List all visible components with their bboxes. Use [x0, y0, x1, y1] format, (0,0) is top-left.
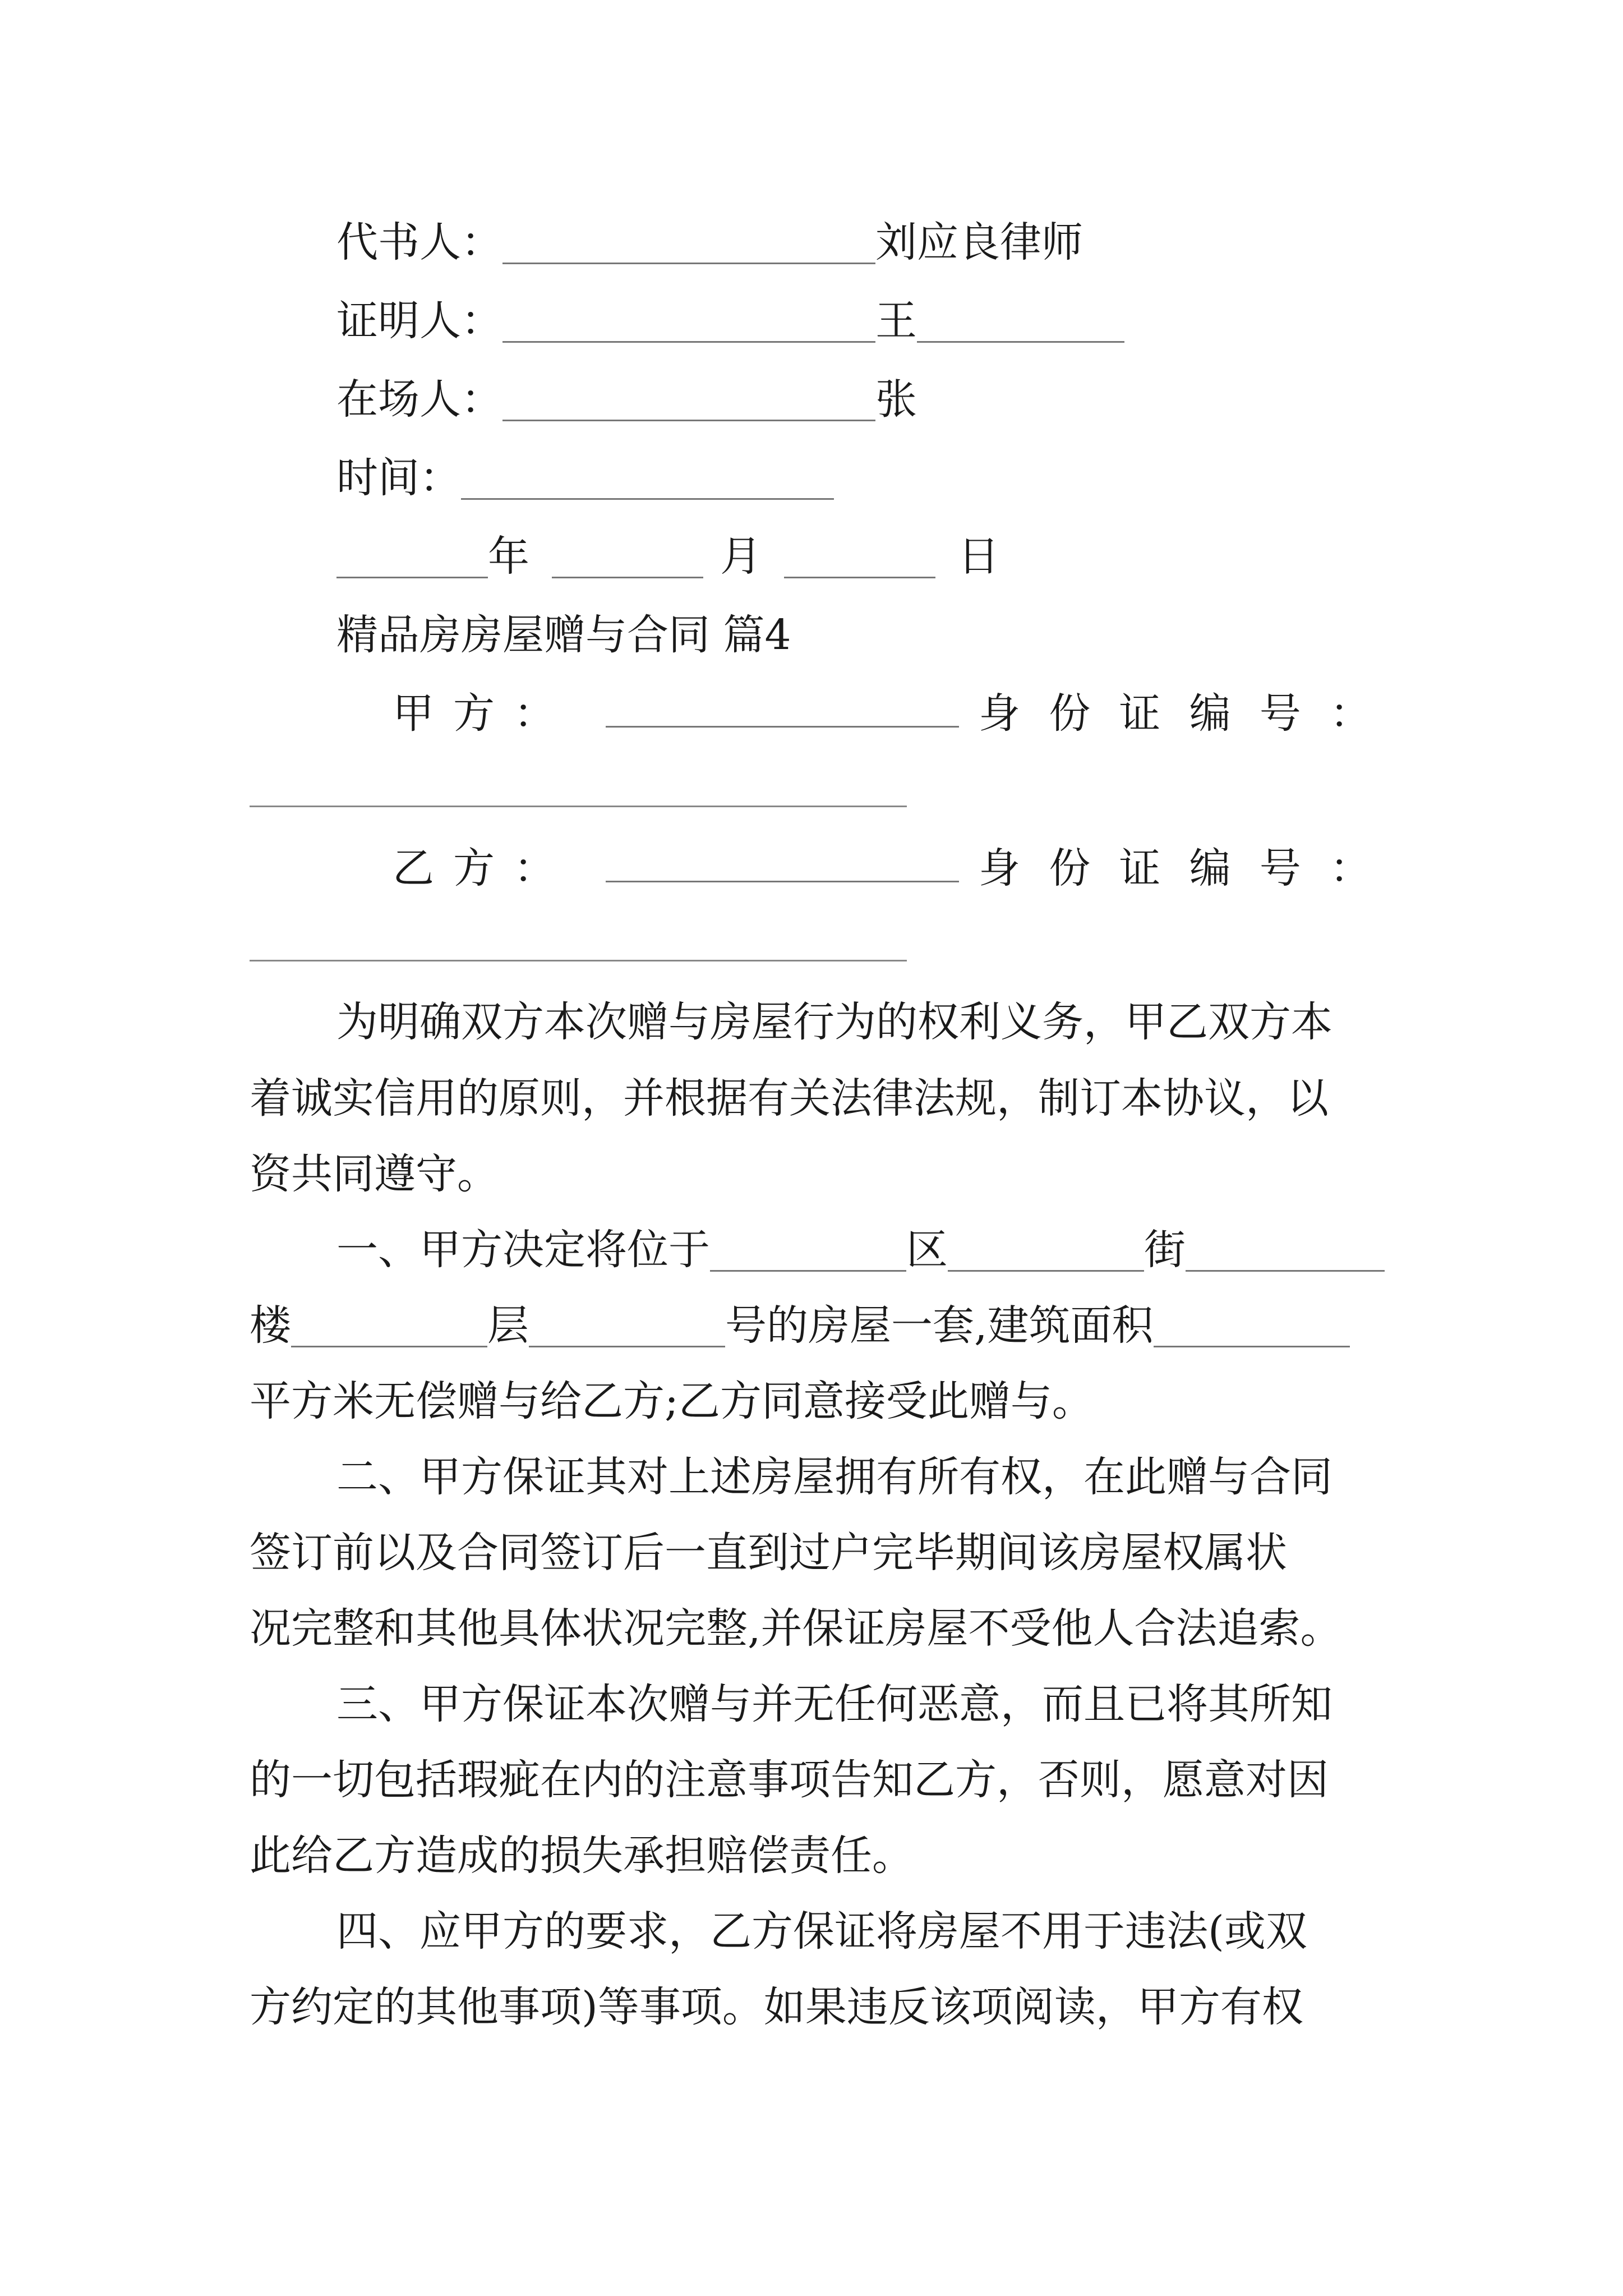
party-a-c1: 甲 — [393, 689, 434, 738]
party-b-c1: 乙 — [393, 844, 434, 892]
party-b-c3: ： — [514, 844, 555, 892]
year-blank — [336, 536, 488, 578]
party-a-id5: 号 — [1259, 689, 1301, 738]
writer-value: 刘应良律师 — [875, 218, 1083, 266]
present-blank — [502, 379, 875, 421]
area-blank — [1154, 1305, 1350, 1347]
party-b-id4: 编 — [1189, 844, 1231, 892]
clause2-line-2: 签订前以及合同签订后一直到过户完毕期间该房屋权属状 — [250, 1529, 1287, 1577]
clause1-text-e: 层 — [487, 1301, 529, 1350]
witness-blank — [502, 301, 875, 343]
writer-label: 代书人： — [336, 218, 502, 266]
district-blank — [710, 1230, 906, 1272]
clause1-text-f: 号的房屋一套,建筑面积 — [725, 1301, 1154, 1350]
witness-value: 王 — [875, 297, 917, 345]
clause1-text-a: 一、甲方决定将位于 — [336, 1226, 710, 1274]
party-b-id6: ： — [1329, 844, 1371, 892]
street-no-blank — [1186, 1230, 1385, 1272]
witness-blank-after — [917, 301, 1124, 343]
party-b-c2: 方 — [453, 844, 495, 892]
intro-line-3: 资共同遵守。 — [250, 1150, 499, 1198]
clause2-line-1: 二、甲方保证其对上述房屋拥有所有权，在此赠与合同 — [336, 1453, 1332, 1501]
month-label: 月 — [720, 532, 762, 581]
party-b-id-blank — [250, 960, 907, 961]
intro-line-1: 为明确双方本次赠与房屋行为的权利义务，甲乙双方本 — [336, 998, 1332, 1046]
party-a-line — [393, 685, 1371, 742]
party-a-id3: 证 — [1119, 689, 1161, 738]
party-a-id1: 身 — [979, 689, 1020, 738]
time-blank — [461, 458, 834, 500]
witness-line — [336, 293, 1124, 349]
clause1-line-2 — [250, 1297, 1350, 1354]
clause4-line-1: 四、应甲方的要求，乙方保证将房屋不用于违法(或双 — [336, 1907, 1307, 1955]
party-b-id3: 证 — [1119, 844, 1161, 892]
party-a-id2: 份 — [1049, 689, 1091, 738]
building-blank — [291, 1305, 487, 1347]
party-a-c2: 方 — [453, 689, 495, 738]
party-b-name-blank — [606, 840, 959, 882]
intro-line-2: 着诚实信用的原则，并根据有关法律法规，制订本协议，以 — [250, 1074, 1329, 1122]
present-line — [336, 371, 917, 427]
floor-blank — [529, 1305, 725, 1347]
section-title: 精品房房屋赠与合同 篇4 — [336, 611, 791, 659]
present-label: 在场人： — [336, 375, 502, 424]
party-a-name-blank — [606, 685, 959, 728]
writer-line — [336, 214, 1083, 270]
clause1-line-3: 平方米无偿赠与给乙方;乙方同意接受此赠与。 — [250, 1377, 1094, 1425]
party-a-c3: ： — [514, 689, 555, 738]
year-label: 年 — [488, 532, 529, 581]
street-blank — [948, 1230, 1144, 1272]
date-line — [336, 528, 999, 585]
party-b-line — [393, 840, 1371, 896]
clause1-text-b: 区 — [906, 1226, 948, 1274]
clause3-line-2: 的一切包括瑕疵在内的注意事项告知乙方，否则，愿意对因 — [250, 1756, 1329, 1804]
time-line — [336, 450, 834, 506]
clause1-text-d: 楼 — [250, 1301, 291, 1350]
writer-blank — [502, 222, 875, 264]
day-blank — [784, 536, 935, 578]
month-blank — [552, 536, 703, 578]
clause3-line-3: 此给乙方造成的损失承担赔偿责任。 — [250, 1832, 914, 1880]
party-b-id1: 身 — [979, 844, 1020, 892]
time-label: 时间： — [336, 454, 461, 502]
witness-label: 证明人： — [336, 297, 502, 345]
party-a-id-blank — [250, 806, 907, 807]
clause1-text-c: 街 — [1144, 1226, 1186, 1274]
party-a-id4: 编 — [1189, 689, 1231, 738]
day-label: 日 — [958, 532, 999, 581]
clause3-line-1: 三、甲方保证本次赠与并无任何恶意，而且已将其所知 — [336, 1680, 1332, 1728]
party-b-id5: 号 — [1259, 844, 1301, 892]
clause1-line-1 — [336, 1222, 1385, 1278]
present-value: 张 — [875, 375, 917, 424]
clause4-line-2: 方约定的其他事项)等事项。如果违反该项阅读，甲方有权 — [250, 1983, 1303, 2031]
party-b-id2: 份 — [1049, 844, 1091, 892]
clause2-line-3: 况完整和其他具体状况完整,并保证房屋不受他人合法追索。 — [250, 1604, 1342, 1653]
party-a-id6: ： — [1329, 689, 1371, 738]
